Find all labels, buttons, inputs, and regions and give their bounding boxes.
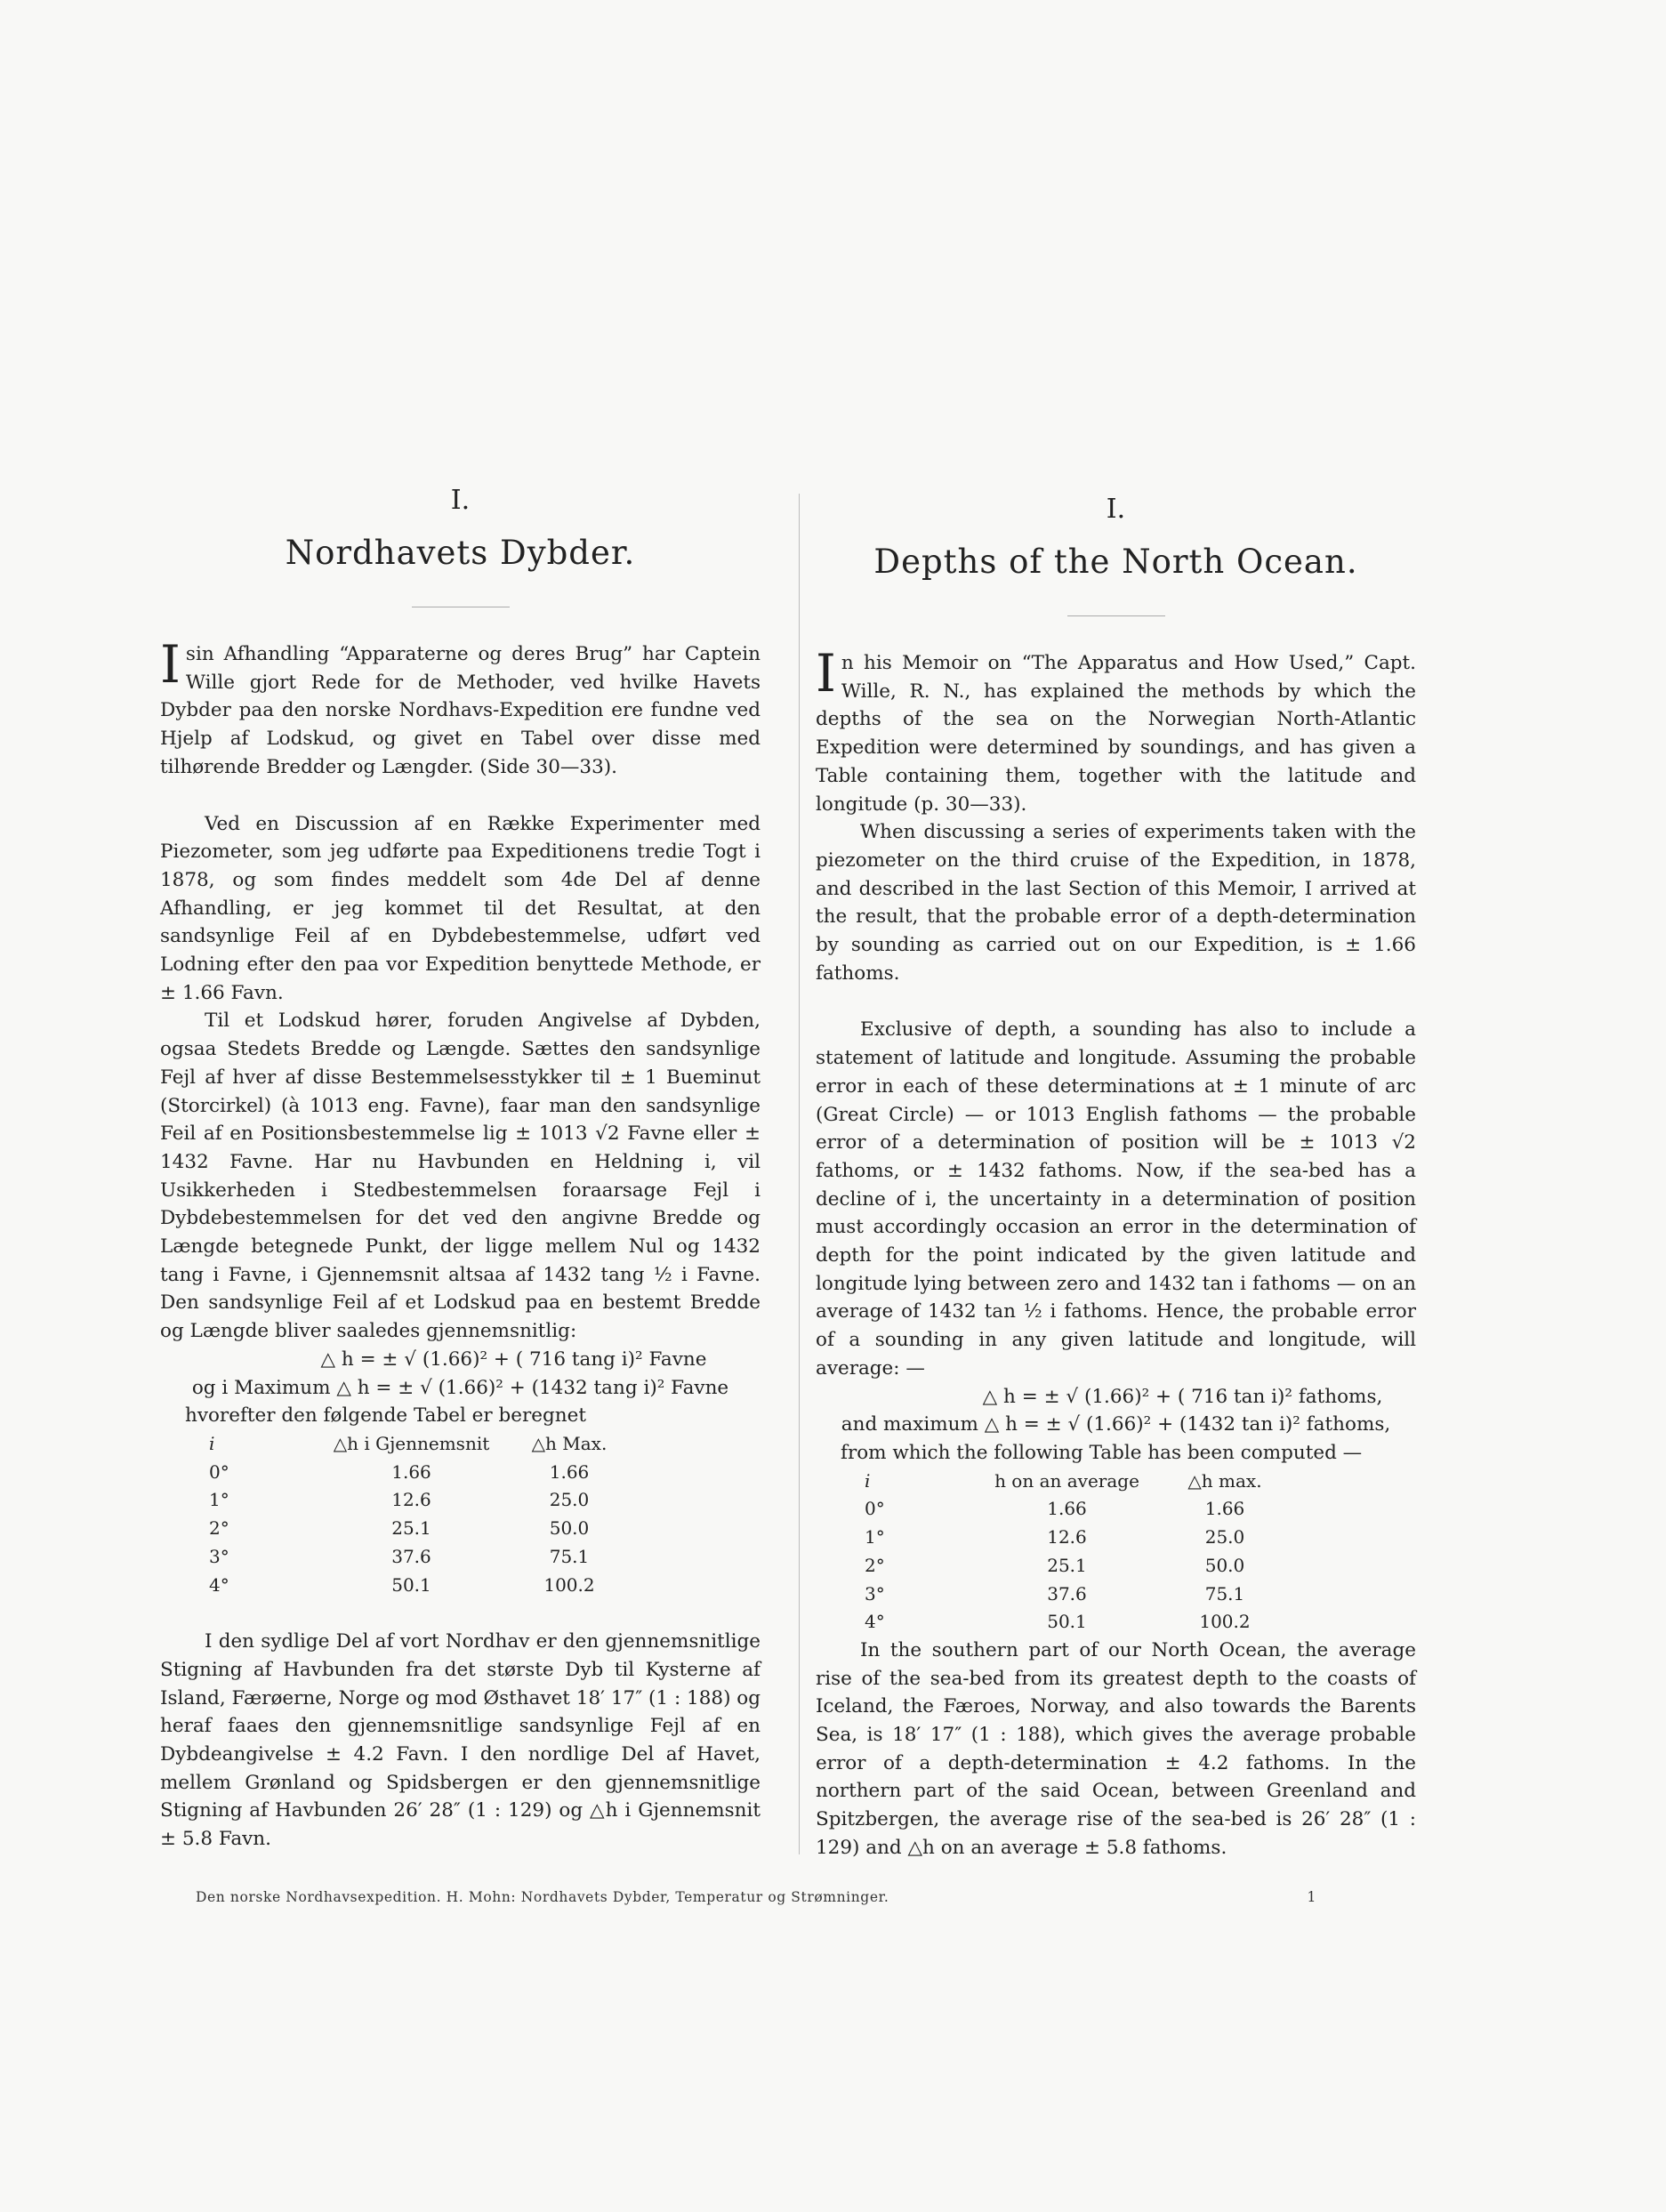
- column-divider: [799, 494, 800, 1854]
- footer-text: Den norske Nordhavsexpedition. H. Mohn: Nordhavets Dybder, Temperatur og Strømninger.: [196, 1889, 889, 1905]
- table-header-max: △h max.: [1187, 1469, 1262, 1492]
- table-header-max: △h Max.: [531, 1432, 608, 1454]
- paragraph-3: Til et Lodskud hører, foruden Angivelse af Dybden, ogsaa Stedets Bredde og Længde. Sættes den sandsynlige Fejl af hver af disse Bestemmelsesstykker til ± 1 Bueminut (Storcirkel) (à 1013 eng. Favne), faar man den sandsynlige Feil af en Positionsbestemmelse lig ± 1013 √2 Favne eller ± 1432 Favne. Har nu Havbunden en Heldning i, vil Usikkerheden i Stedbestemmelsen foraarsage Fejl i Dybdebestemmelsen for det ved den angivne Bredde og Længde betegnede Punkt, der ligge mellem Nul og 1432 tang i Favne, i Gjennemsnit altsaa af 1432 tang ½ i Favne. Den sandsynlige Feil af et Lodskud paa en bestemt Bredde og Længde bliver saaledes gjennemsnitlig:: [160, 1009, 761, 1343]
- section-title: Nordhavets Dybder.: [285, 534, 636, 572]
- table-header-i: i: [865, 1469, 871, 1492]
- table-row: 4° 50.1 100.2: [865, 1611, 1251, 1633]
- table-header-row: [865, 1468, 1274, 1496]
- error-table: [209, 1430, 618, 1599]
- table-row: 0° 1.66 1.66: [209, 1460, 590, 1483]
- section-numeral: I.: [450, 485, 471, 516]
- norwegian-column: [160, 0, 761, 1868]
- error-table: [865, 1468, 1274, 1637]
- table-intro: from which the following Table has been computed —: [841, 1441, 1363, 1464]
- table-row: 2° 25.1 50.0: [865, 1554, 1245, 1576]
- paragraph-4: In the southern part of our North Ocean, the average rise of the sea-bed from its greatest depth to the coasts of Iceland, the Færoes, Norway, and also towards the Barents Sea, is 18′ 17″ (1 : 188), which gives the average probable error of a depth-determination ± 4.2 fathoms. In the northern part of the said Ocean, between Greenland and Spitzbergen, the average rise of the sea-bed is 26′ 28″ (1 : 129) and △h on an average ± 5.8 fathoms.: [816, 1638, 1416, 1859]
- table-row: 3° 37.6 75.1: [209, 1545, 590, 1567]
- paragraph-2: Ved en Discussion af en Række Experimenter med Piezometer, som jeg udførte paa Expeditionens tredie Togt i 1878, og som findes meddelt som 4de Del af denne Afhandling, er jeg kommet til det Resultat, at den sandsynlige Feil af en Dybdebestemmelse, udført ved Lodning efter den paa vor Expedition benyttede Methode, er ± 1.66 Favn.: [160, 812, 761, 1004]
- drop-cap: I: [816, 643, 836, 704]
- body-text: [160, 634, 761, 1854]
- table-row: 2° 25.1 50.0: [209, 1517, 590, 1540]
- drop-cap: I: [160, 634, 181, 695]
- paragraph-4: I den sydlige Del af vort Nordhav er den gjennemsnitlige Stigning af Havbunden fra det største Dyb til Kysterne af Island, Færøerne, Norge og mod Østhavet 18′ 17″ (1 : 188) og heraf faaes den gjennemsnitlige sandsynlige Fejl af en Dybdeangivelse ± 4.2 Favn. I den nordlige Del af Havet, mellem Grønland og Spidsbergen er den gjennemsnitlige Stigning af Havbunden 26′ 28″ (1 : 129) og △h i Gjennemsnit ± 5.8 Favn.: [160, 1630, 761, 1851]
- table-header-avg: △h i Gjennemsnit: [333, 1432, 490, 1454]
- section-title: Depths of the North Ocean.: [873, 543, 1358, 581]
- title-rule: [1067, 615, 1165, 616]
- table-row: 1° 12.6 25.0: [209, 1489, 590, 1511]
- table-row: 4° 50.1 100.2: [209, 1573, 595, 1596]
- table-header-row: [209, 1430, 618, 1459]
- page-number: 1: [1307, 1889, 1316, 1905]
- paragraph-2: When discussing a series of experiments taken with the piezometer on the third cruise of the Expedition, in 1878, and described in the last Section of this Memoir, I arrived at the result, that the probable error of a depth-determination by sounding as carried out on our Expedition, is ± 1.66 fathoms.: [816, 821, 1416, 985]
- formula-average: △ h = ± √ (1.66)² + ( 716 tan i)² fathoms,: [982, 1385, 1383, 1408]
- formula-maximum: og i Maximum △ h = ± √ (1.66)² + (1432 tang i)² Favne: [191, 1376, 729, 1399]
- section-numeral: I.: [1106, 494, 1126, 525]
- paragraph-1: In his Memoir on “The Apparatus and How Used,” Capt. Wille, R. N., has explained the methods by which the depths of the sea on the Norwegian North-Atlantic Expedition were determined by soundings, and has given a Table containing them, together with the latitude and longitude (p. 30—33).: [816, 643, 1416, 816]
- formula-maximum: and maximum △ h = ± √ (1.66)² + (1432 tan i)² fathoms,: [841, 1413, 1391, 1436]
- body-text: [816, 643, 1416, 1862]
- table-header-i: i: [209, 1432, 215, 1454]
- table-header-avg: h on an average: [994, 1469, 1139, 1492]
- table-intro: hvorefter den følgende Tabel er beregnet: [185, 1404, 586, 1428]
- paragraph-1: Isin Afhandling “Apparaterne og deres Brug” har Captein Wille gjort Rede for de Methoder, ved hvilke Havets Dybder paa den norske Nordhavs-Expedition ere fundne ved Hjelp af Lodskud, og givet en Tabel over disse med tilhørende Bredder og Længder. (Side 30—33).: [160, 634, 761, 778]
- paragraph-3: Exclusive of depth, a sounding has also to include a statement of latitude and longitude. Assuming the probable error in each of these determinations at ± 1 minute of arc (Great Circle) — or 1013 English fathoms — the probable error of a determination of position will be ± 1013 √2 fathoms, or ± 1432 fathoms. Now, if the sea-bed has a decline of i, the uncertainty in a determination of position must accordingly occasion an error in the determination of depth for the point indicated by the given latitude and longitude lying between zero and 1432 tan i fathoms — on an average of 1432 tan ½ i fathoms. Hence, the probable error of a sounding in any given latitude and longitude, will average: —: [816, 1018, 1416, 1379]
- english-column: [816, 0, 1416, 1868]
- formula-average: △ h = ± √ (1.66)² + ( 716 tang i)² Favne: [320, 1347, 707, 1371]
- page-footer: [196, 1889, 1316, 1905]
- table-row: 0° 1.66 1.66: [865, 1498, 1245, 1520]
- table-row: 3° 37.6 75.1: [865, 1582, 1245, 1605]
- table-row: 1° 12.6 25.0: [865, 1526, 1245, 1548]
